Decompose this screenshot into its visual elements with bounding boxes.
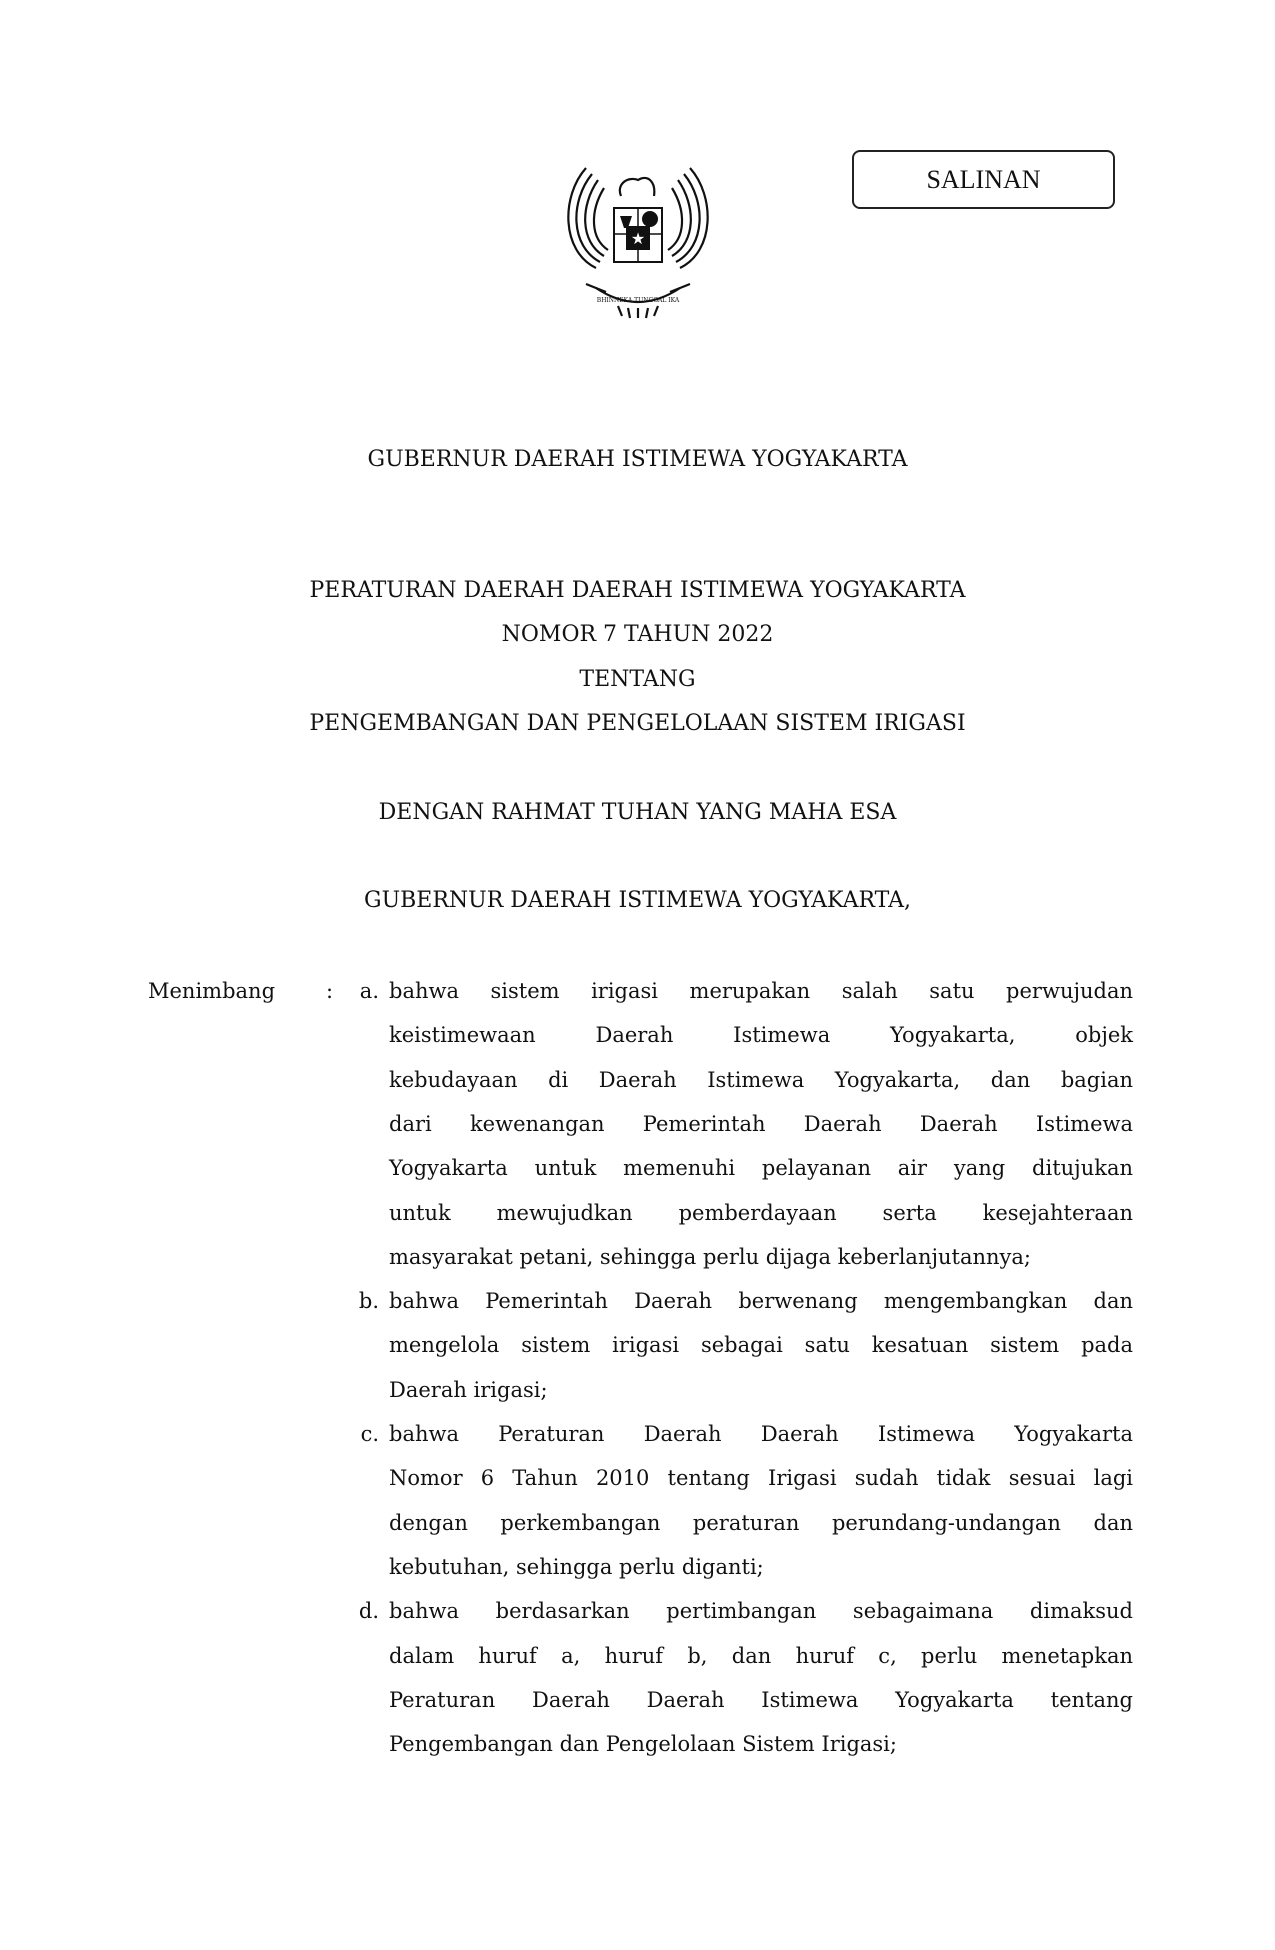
list-item-line: bahwa sistem irigasi merupakan salah satu perwujudan	[389, 979, 1133, 1003]
list-item-line: Daerah irigasi;	[389, 1377, 548, 1402]
emblem-motto: BHINNEKA TUNGGAL IKA	[596, 297, 680, 304]
list-item-line: mengelola sistem irigasi sebagai satu kesatuan sistem pada	[389, 1333, 1133, 1358]
list-item-letter: a.	[359, 979, 379, 1003]
regulation-subject: PENGEMBANGAN DAN PENGELOLAAN SISTEM IRIGASI	[309, 711, 966, 736]
list-item-line: Peraturan Daerah Daerah Istimewa Yogyakarta tentang	[389, 1687, 1133, 1712]
salinan-label: SALINAN	[926, 164, 1041, 194]
list-item-line: bahwa berdasarkan pertimbangan sebagaimana dimaksud	[389, 1599, 1133, 1624]
list-item-letter: b.	[358, 1289, 379, 1314]
list-item-line: bahwa Pemerintah Daerah berwenang mengembangkan dan	[389, 1289, 1133, 1314]
list-item-line: Pengembangan dan Pengelolaan Sistem Irigasi;	[389, 1732, 897, 1757]
list-item-line: masyarakat petani, sehingga perlu dijaga keberlanjutannya;	[389, 1244, 1031, 1269]
regulation-number: NOMOR 7 TAHUN 2022	[501, 622, 774, 647]
list-item-line: untuk mewujudkan pemberdayaan serta kesejahteraan	[389, 1200, 1133, 1225]
regulation-about: TENTANG	[579, 667, 696, 692]
list-item-line: Yogyakarta untuk memenuhi pelayanan air yang ditujukan	[389, 1156, 1133, 1181]
salinan-stamp	[852, 150, 1115, 209]
considering-label: Menimbang	[148, 979, 276, 1003]
considering-colon: :	[326, 979, 334, 1003]
issuer-heading: GUBERNUR DAERAH ISTIMEWA YOGYAKARTA	[367, 447, 908, 472]
list-item-letter: d.	[358, 1599, 379, 1624]
list-item-letter: c.	[360, 1422, 379, 1446]
svg-text:★: ★	[630, 229, 646, 248]
regulation-title: PERATURAN DAERAH DAERAH ISTIMEWA YOGYAKARTA	[309, 578, 966, 603]
list-item-line: Nomor 6 Tahun 2010 tentang Irigasi sudah tidak sesuai lagi	[389, 1466, 1133, 1491]
list-item-line: bahwa Peraturan Daerah Daerah Istimewa Yogyakarta	[389, 1422, 1133, 1446]
list-item-line: dalam huruf a, huruf b, dan huruf c, perlu menetapkan	[389, 1643, 1133, 1668]
garuda-emblem-icon	[556, 156, 720, 320]
list-item-line: kebudayaan di Daerah Istimewa Yogyakarta, dan bagian	[389, 1067, 1133, 1092]
blessing-line: DENGAN RAHMAT TUHAN YANG MAHA ESA	[378, 800, 897, 825]
list-item-line: keistimewaan Daerah Istimewa Yogyakarta, objek	[389, 1023, 1133, 1048]
list-item-line: dengan perkembangan peraturan perundang-undangan dan	[389, 1510, 1133, 1535]
issuer-heading-2: GUBERNUR DAERAH ISTIMEWA YOGYAKARTA,	[364, 888, 911, 913]
list-item-line: dari kewenangan Pemerintah Daerah Daerah Istimewa	[389, 1111, 1133, 1136]
list-item-line: kebutuhan, sehingga perlu diganti;	[389, 1554, 764, 1579]
